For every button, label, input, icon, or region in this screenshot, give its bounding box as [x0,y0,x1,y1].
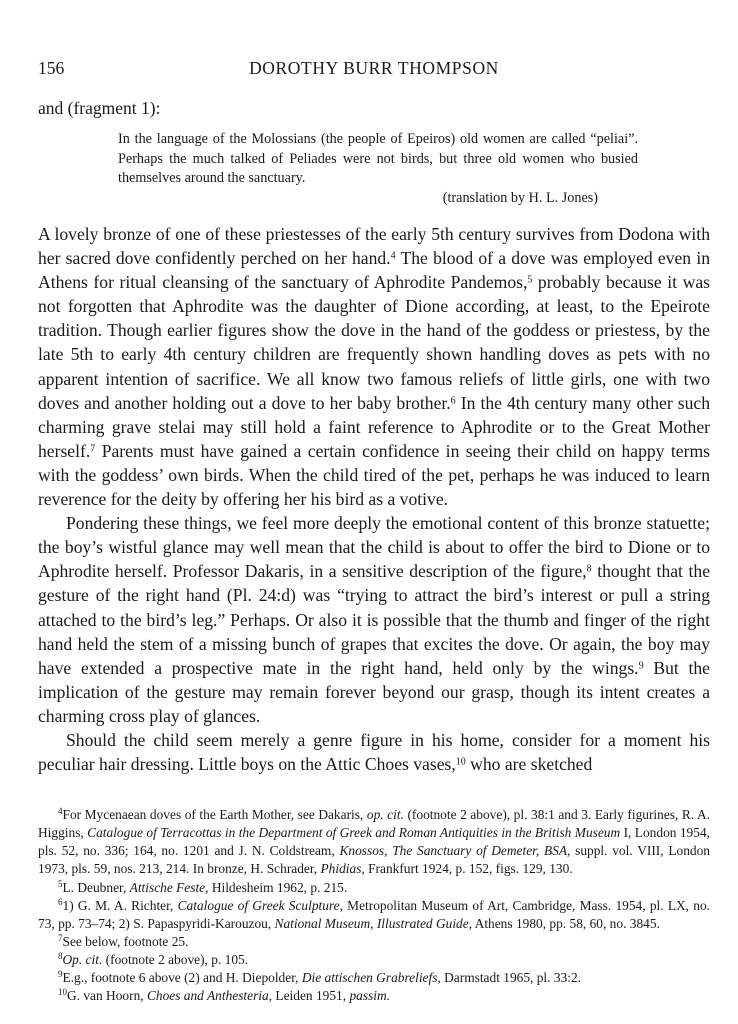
footnote-4: $^4$For Mycenaean doves of the Earth Mother, see Dakaris, op. cit. (footnote 2 above), pl. 38:1 and 3. Early figurines, R. A. Higgins, Catalogue of Terracottas in the Department of Greek and Roman Antiquities in the British Museum I, London 1954, pls. 52, no. 336; 164, no. 1201 and J. N. Coldstream, Knossos, The Sanctuary of Demeter, BSA, suppl. vol. VIII, London 1973, pls. 59, nos. 213, 214. In bronze, H. Schrader, Phidias, Frankfurt 1924, p. 152, figs. 129, 130. [38,806,711,877]
body-text [38,222,710,776]
block-quote [118,130,638,208]
footnote-6: $^6$1) G. M. A. Richter, Catalogue of Greek Sculpture, Metropolitan Museum of Art, Cambridge, Mass. 1954, pl. LX, no. 73, pp. 73–74; 2) S. Papaspyridi-Karouzou, National Museum, Illustrated Guide, Athens 1980, pp. 58, 60, no. 3845. [38,896,711,931]
page [38,56,710,1005]
footnote-7: $^7$See below, footnote 25. [58,932,189,949]
footnote-8: $^8$Op. cit. (footnote 2 above), p. 105. [58,950,249,967]
running-title: DOROTHY BURR THOMPSON [249,58,499,78]
footnotes [38,806,710,1005]
footnote-ref-6[interactable]: 6 [450,395,456,407]
footnote-ref-7[interactable]: 7 [90,443,96,455]
paragraph-2: Pondering these things, we feel more deeply the emotional content of this bronze statuette; the boy’s wistful glance may well mean that the child is about to offer the bird to Dione or to Aphrodite herself. Professor Dakaris, in a sensitive description of the figure,$^8$ thought that the gesture of the right hand (Pl. 24:d) was “trying to attract the bird’s interest or pull a string attached to the bird’s leg.” Perhaps. Or also it is possible that the thumb and finger of the right hand held the stem of a missing bunch of grapes that excites the dove. Or again, the boy may have extended a prospective mate in the right hand, held only by the wings.$^9$ But the implication of the gesture may remain forever beyond our grasp, though its intent creates a charming cross play of glances. [38,513,710,726]
footnote-5: $^5$L. Deubner, Attische Feste, Hildesheim 1962, p. 215. [58,878,348,895]
footnote-ref-5[interactable]: 5 [527,274,533,286]
lead-line: and (fragment 1): [38,98,161,118]
footnote-ref-10[interactable]: 10 [455,756,466,768]
quote-text: In the language of the Molossians (the people of Epeiros) old women are called “peliai”. Perhaps the much talked of Peliades were not birds, but three old women who busied themselves around the sanctuary. [118,131,638,186]
footnote-ref-8[interactable]: 8 [586,563,592,575]
paragraph-3: Should the child seem merely a genre figure in his home, consider for a moment his peculiar hair dressing. Little boys on the Attic Choes vases,$^{10}$ who are sketched [38,729,710,775]
footnote-10: $^{10}$G. van Hoorn, Choes and Anthesteria, Leiden 1951, passim. [58,987,390,1004]
footnote-ref-4[interactable]: 4 [390,250,396,262]
page-number: 156 [38,58,65,78]
quote-attribution: (translation by H. L. Jones) [442,189,598,206]
page-header [38,56,710,80]
paragraph-1: A lovely bronze of one of these priestesses of the early 5th century survives from Dodona with her sacred dove confidently perched on her hand.$^4$ The blood of a dove was employed even in Athens for ritual cleansing of the sanctuary of Aphrodite Pandemos,$^5$ probably because it was not forgotten that Aphrodite was the daughter of Dione according, at least, to the Epeirote tradition. Though earlier figures show the dove in the hand of the goddess or priestess, by the late 5th to early 4th century children are frequently shown handling doves as pets with no apparent intention of sacrifice. We all know two famous reliefs of little girls, one with two doves and another holding out a dove to her baby brother.$^6$ In the 4th century many other such charming grave stelai may still hold a faint reference to Aphrodite or to the Great Mother herself.$^7$ Parents must have gained a certain confidence in seeing their child on happy terms with the goddess’ own birds. When the child tired of the pet, perhaps he was induced to learn reverence for the deity by offering her his bird as a votive. [38,224,711,510]
footnote-ref-9[interactable]: 9 [638,660,644,672]
footnote-9: $^9$E.g., footnote 6 above (2) and H. Diepolder, Die attischen Grabreliefs, Darmstadt 1965, pl. 33:2. [58,969,581,985]
